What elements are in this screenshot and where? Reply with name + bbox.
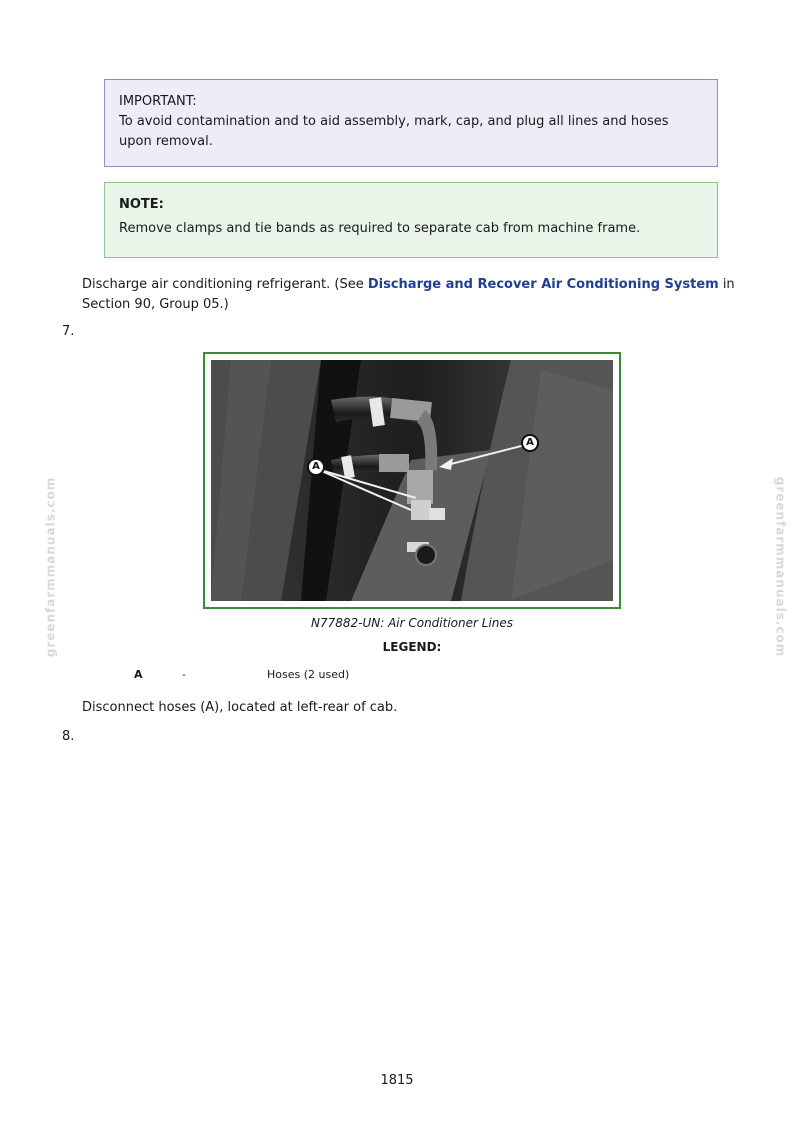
discharge-prefix: Discharge air conditioning refrigerant. (See [82,277,368,292]
important-text: To avoid contamination and to aid assembly, mark, cap, and plug all lines and hoses upon removal. [119,114,669,149]
step-number-7: 7. [62,324,75,339]
figure-frame [203,352,621,609]
figure-caption: N77882-UN: Air Conditioner Lines [310,616,514,630]
watermark-right: greenfarmmanuals.com [773,476,788,658]
note-title: NOTE: [119,197,164,212]
disconnect-paragraph: Disconnect hoses (A), located at left-rear of cab. [82,700,398,715]
note-box [104,182,718,258]
photo-illustration [211,360,613,601]
legend-key-a: A [134,668,143,681]
discharge-link[interactable]: Discharge and Recover Air Conditioning System [367,277,719,292]
important-title: IMPORTANT: [119,94,197,109]
air-conditioner-lines-photo [211,360,613,601]
discharge-suffix: in Section 90, Group 05.) [82,277,735,312]
callout-a-left: A [307,458,325,476]
legend-dash: - [182,668,186,681]
page-number: 1815 [380,1073,414,1088]
discharge-paragraph [82,275,752,315]
watermark-left: greenfarmmanuals.com [43,476,58,658]
callout-a-right: A [521,434,539,452]
legend-title: LEGEND: [382,640,442,654]
legend-label-hoses: Hoses (2 used) [267,668,350,681]
step-number-8: 8. [62,729,75,744]
important-box [104,79,718,167]
note-text: Remove clamps and tie bands as required to separate cab from machine frame. [119,221,641,236]
